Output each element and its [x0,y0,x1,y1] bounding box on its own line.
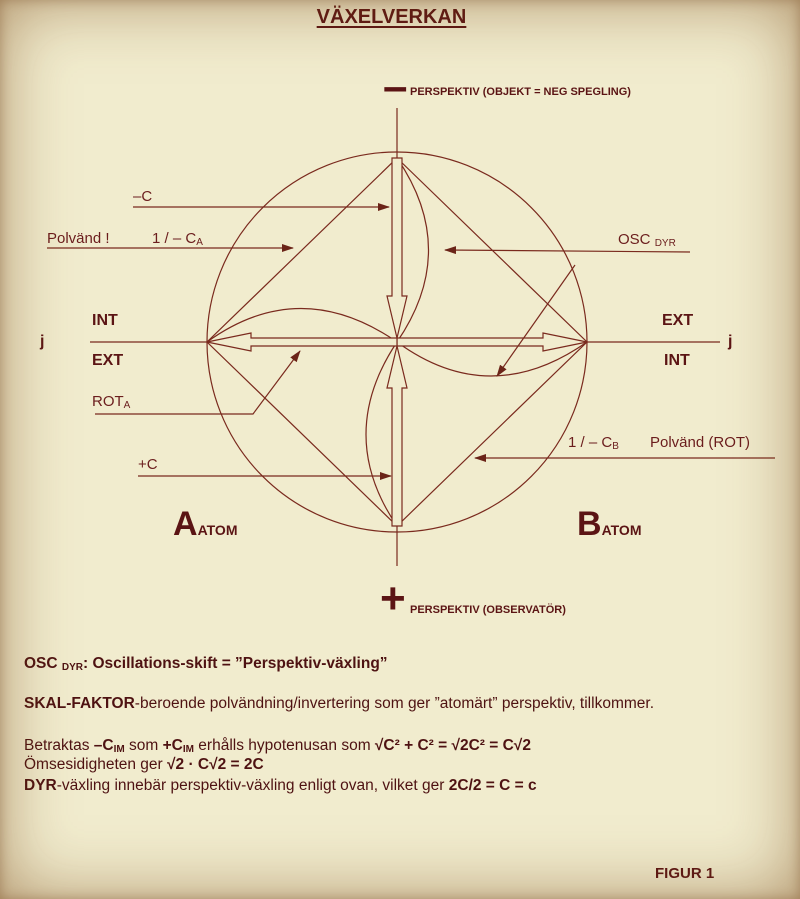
horizontal-double-arrow-right [397,333,587,351]
right-j-label: j [728,333,733,350]
note-omsesidigheten: Ömsesidigheten ger √2 · C√2 = 2C [24,756,264,773]
note-dyr-vaxling: DYR-växling innebär perspektiv-växling enligt ovan, vilket ger 2C/2 = C = c [24,777,537,794]
one-over-ca-label: 1 / – $C_A$ [152,230,203,248]
horizontal-double-arrow-left [207,333,397,351]
polvand-left-label: Polvänd ! [47,230,110,247]
left-int-label: INT [92,312,118,329]
a-atom-label: AATOM [173,505,238,543]
note-betraktas: Betraktas $-C_{IM}$ som $+C_{IM}$ erhålls hypotenusan som √C² + C² = √2C² = C√2 [24,737,531,755]
pos-c-label: +C [138,456,158,473]
left-ext-label: EXT [92,352,124,369]
bottom-perspective [380,574,406,623]
bottom-perspective-text: PERSPEKTIV (OBSERVATÖR) [410,604,566,616]
vertical-double-arrow-bottom [387,346,407,526]
neg-c-label: –C [133,188,153,205]
vertical-double-arrow-top [387,158,407,338]
polvand-rot-label: Polvänd (ROT) [650,434,751,451]
note-osc-dyr: OSC $_{DYR}$: Oscillations-skift = ”Perspektiv-växling” [24,655,388,673]
figure-label: FIGUR 1 [655,865,715,882]
note-skal-faktor: SKAL-FAKTOR-beroende polvändning/invertering som ger ”atomärt” perspektiv, tillkommer. [24,695,654,712]
right-int-label: INT [664,352,690,369]
plus-sign: + [380,574,406,623]
left-j-label: j [40,333,45,350]
top-perspective [383,62,408,111]
osc-dyr-label: OSC $_{DYR}$ [618,231,676,249]
right-ext-label: EXT [662,312,694,329]
one-over-cb-label: 1 / – $C_B$ [568,434,619,452]
minus-sign: – [383,62,408,111]
b-atom-label: BATOM [577,505,642,543]
pointer-osc-diagonal [497,265,575,376]
pointer-osc-dyr [445,250,690,252]
page-title: VÄXELVERKAN [316,6,467,28]
rot-a-label: $ROT_A$ [92,393,131,411]
top-perspective-text: PERSPEKTIV (OBJEKT = NEG SPEGLING) [410,86,631,98]
